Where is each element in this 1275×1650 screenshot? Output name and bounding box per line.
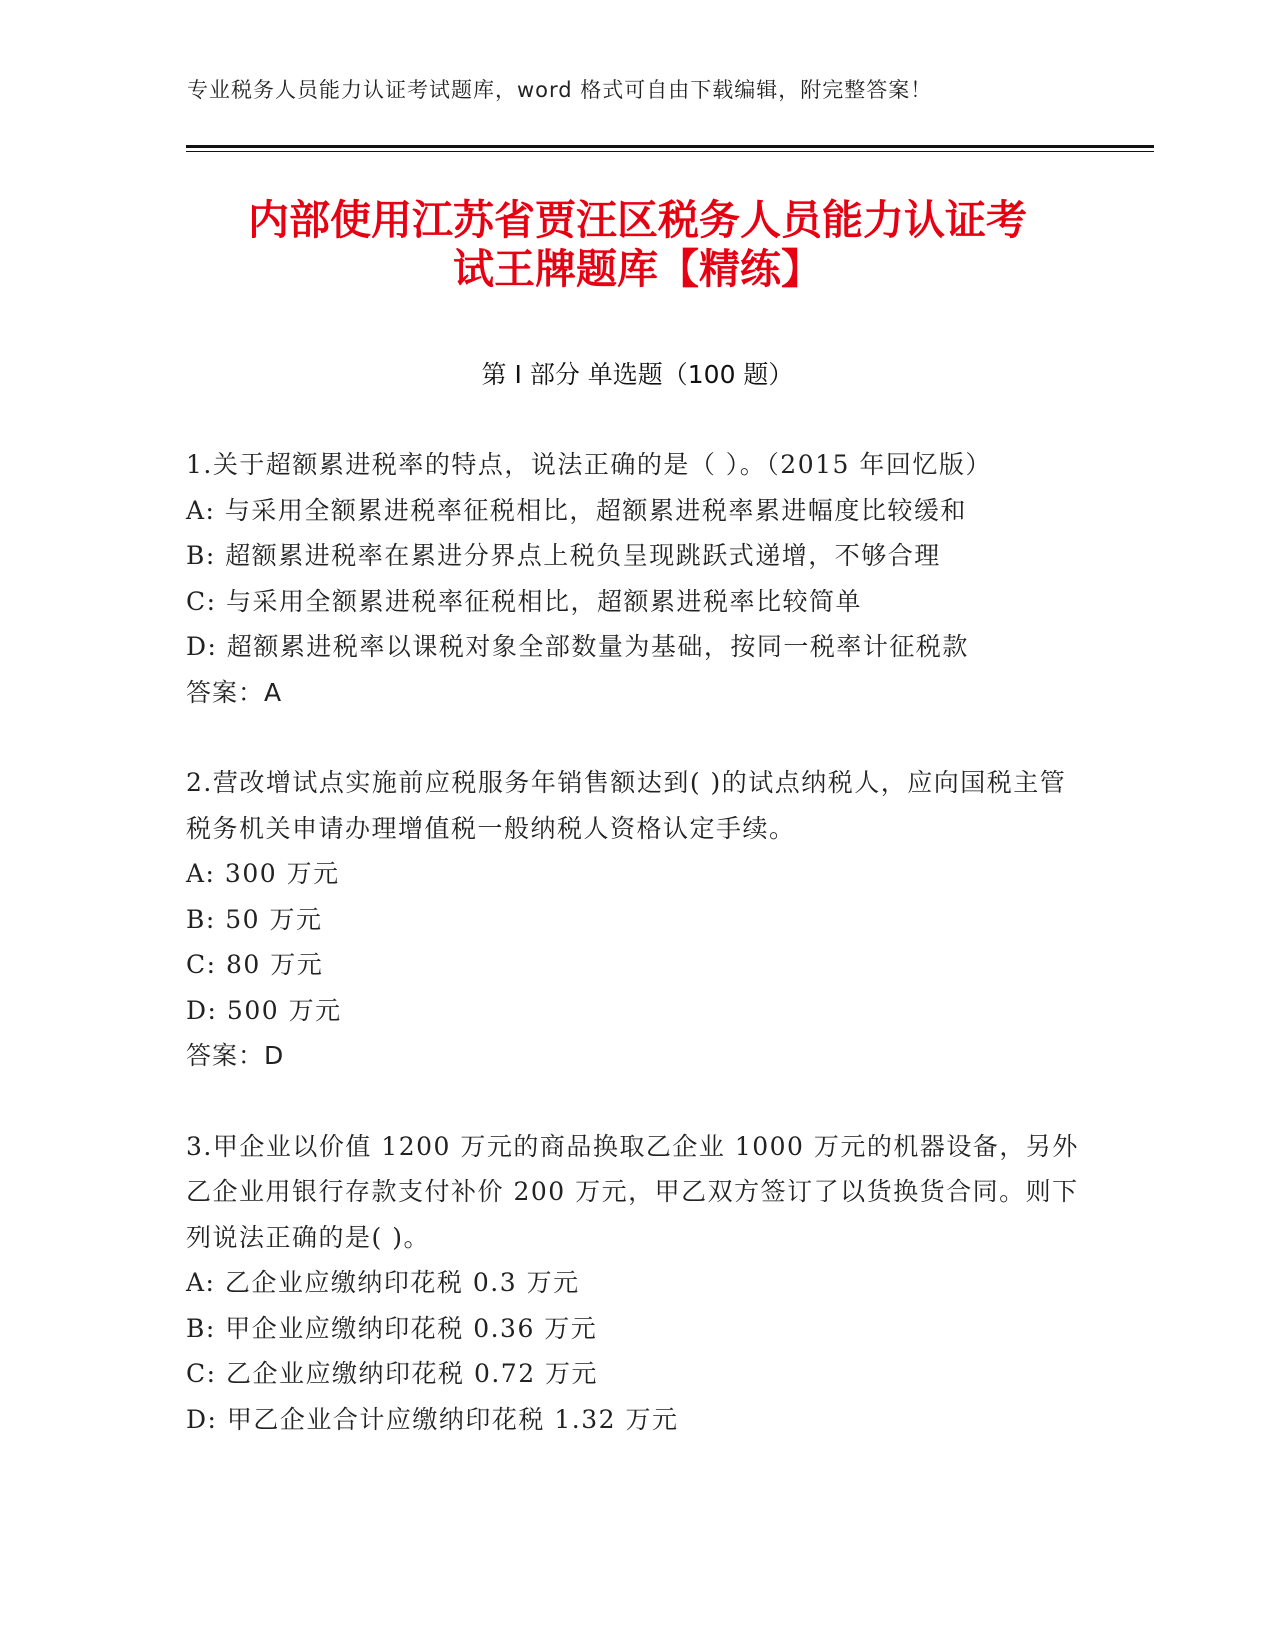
question-stem: 3.甲企业以价值 1200 万元的商品换取乙企业 1000 万元的机器设备，另外乙企业用银行存款支付补价 200 万元，甲乙双方签订了以货换货合同。则下列说法正确的是( )。 <box>186 1131 1079 1252</box>
option-a: A: 与采用全额累进税率征税相比，超额累进税率累进幅度比较缓和 <box>186 495 967 525</box>
answer: 答案：A <box>186 677 283 707</box>
question-stem: 2.营改增试点实施前应税服务年销售额达到( )的试点纳税人，应向国税主管税务机关申请办理增值税一般纳税人资格认定手续。 <box>186 768 1067 843</box>
option-b: B: 超额累进税率在累进分界点上税负呈现跳跃式递增，不够合理 <box>186 541 941 570</box>
title-line-1: 内部使用江苏省贾汪区税务人员能力认证考 <box>248 196 1027 244</box>
option-d: D: 甲乙企业合计应缴纳印花税 1.32 万元 <box>186 1404 679 1434</box>
option-a: A: 300 万元 <box>186 859 340 888</box>
header-note: 专业税务人员能力认证考试题库，word 格式可自由下载编辑，附完整答案！ <box>187 78 933 102</box>
answer: 答案：D <box>186 1041 285 1070</box>
header-rule-thick <box>186 145 1154 148</box>
document-title <box>150 196 1125 294</box>
option-c: C: 与采用全额累进税率征税相比，超额累进税率比较简单 <box>186 586 863 616</box>
option-b: B: 50 万元 <box>186 904 323 934</box>
option-c: C: 乙企业应缴纳印花税 0.72 万元 <box>186 1359 599 1388</box>
option-d: D: 超额累进税率以课税对象全部数量为基础，按同一税率计征税款 <box>186 632 969 661</box>
question-1 <box>186 442 1086 715</box>
question-list <box>186 442 1086 1487</box>
option-a: A: 乙企业应缴纳印花税 0.3 万元 <box>186 1268 580 1297</box>
option-d: D: 500 万元 <box>186 995 342 1025</box>
section-heading: 第 I 部分 单选题（100 题） <box>481 360 794 389</box>
option-b: B: 甲企业应缴纳印花税 0.36 万元 <box>186 1313 598 1343</box>
option-c: C: 80 万元 <box>186 950 324 979</box>
header-rule-thin <box>186 151 1154 152</box>
title-line-2: 试王牌题库【精练】 <box>453 245 822 293</box>
question-stem: 1.关于超额累进税率的特点，说法正确的是（ ）。（2015 年回忆版） <box>186 450 992 479</box>
question-2 <box>186 760 1086 1079</box>
question-3 <box>186 1124 1086 1443</box>
